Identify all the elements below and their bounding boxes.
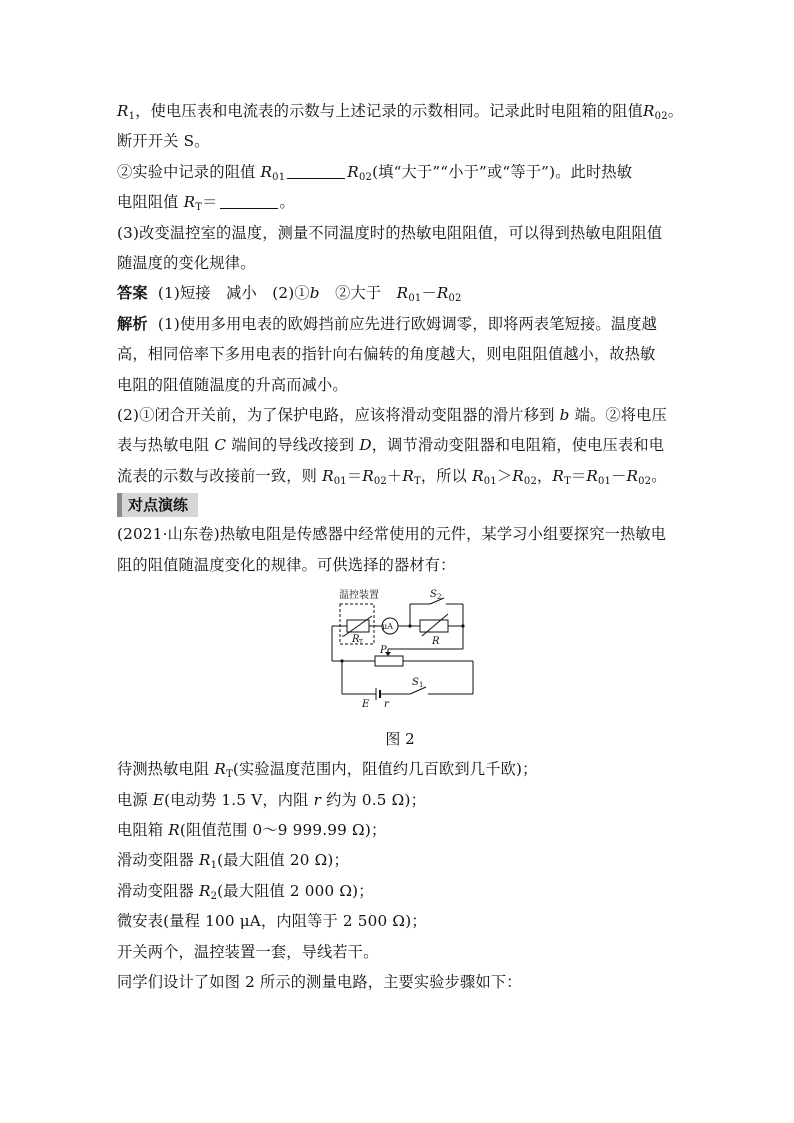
material-line	[117, 906, 683, 936]
text: 约为 0.5 Ω)；	[326, 790, 426, 809]
text: 阻的阻值随温度变化的规律。可供选择的器材有：	[117, 555, 456, 574]
sub: T	[564, 475, 571, 487]
text: 电阻的阻值随温度的升高而减小。	[117, 375, 348, 394]
switch-s1	[410, 687, 426, 694]
text: 随温度的变化规律。	[117, 254, 256, 273]
text: ，所以	[420, 466, 468, 485]
text: ＝	[346, 466, 363, 485]
text-line	[117, 430, 683, 460]
text: ＋	[387, 466, 403, 485]
text-line	[117, 218, 683, 248]
text: 同学们设计了如图 2 所示的测量电路，主要实验步骤如下：	[117, 972, 522, 991]
text: R	[168, 820, 180, 839]
text-line	[117, 248, 683, 278]
section-title: 对点演练	[117, 493, 198, 517]
text-line	[117, 187, 683, 217]
var-r: R	[396, 284, 409, 303]
text: (1)短接 减小 (2)①	[157, 284, 310, 303]
var-r: R	[586, 466, 598, 485]
rheostat	[375, 656, 403, 666]
sub: 1	[128, 111, 136, 122]
text: ②大于	[319, 284, 397, 303]
text: 电阻箱	[117, 820, 164, 839]
var-r: R	[198, 881, 211, 900]
text: E	[152, 790, 165, 809]
r-small-label: r	[384, 699, 389, 711]
text: (阻值范围 0～9 999.99 Ω)；	[179, 820, 387, 839]
var-r: R	[362, 466, 374, 485]
var-r: R	[552, 466, 565, 485]
text: 电源	[117, 790, 148, 809]
answer-blank	[287, 164, 345, 179]
text-line	[117, 461, 683, 491]
e-label: E	[362, 699, 370, 711]
text: 电阻阻值	[117, 193, 179, 212]
text: (实验温度范围内，阻值约几百欧到几千欧)；	[232, 760, 538, 779]
s2-label: S	[430, 589, 437, 601]
sub: 02	[523, 475, 538, 487]
text: 表与热敏电阻	[117, 436, 210, 455]
text-line	[117, 157, 683, 187]
material-line	[117, 845, 683, 875]
figure-caption: 图 2	[385, 730, 415, 749]
text: (最大阻值 20 Ω)；	[217, 851, 349, 870]
text: (2021·山东卷)热敏电阻是传感器中经常使用的元件，某学习小组要探究一热敏电	[117, 525, 667, 544]
circuit-figure	[117, 586, 683, 726]
text: C	[214, 436, 227, 455]
answer-line	[117, 278, 683, 308]
sub: 1	[210, 860, 218, 872]
box-label: 温控装置	[339, 590, 379, 602]
material-line	[117, 815, 683, 845]
var-r: R	[402, 466, 415, 485]
text: ，	[537, 466, 553, 485]
s1-sub: 1	[419, 681, 424, 690]
material-line	[117, 876, 683, 906]
text: 。	[279, 193, 295, 212]
text: (最大阻值 2 000 Ω)；	[217, 881, 374, 900]
sub: 2	[210, 890, 218, 902]
s2-sub: 2	[437, 593, 442, 602]
text: ＞	[496, 466, 513, 485]
text: 滑动变阻器	[117, 881, 194, 900]
text: 端间的导线改接到	[231, 436, 355, 455]
sub: 01	[408, 293, 422, 305]
sub: 01	[272, 171, 286, 183]
analysis-line	[117, 309, 683, 339]
circuit-diagram	[328, 586, 478, 722]
text: (1)使用多用电表的欧姆挡前应先进行欧姆调零，即将两表笔短接。温度越	[157, 314, 657, 333]
sub: T	[226, 769, 233, 781]
material-line	[117, 967, 683, 997]
text: 待测热敏电阻	[117, 760, 210, 779]
sub: 01	[597, 475, 612, 487]
text: ②实验中记录的阻值	[117, 162, 256, 181]
sub: 02	[448, 293, 462, 305]
var-r: R	[117, 102, 129, 120]
text: 。	[667, 102, 684, 120]
var-r: R	[643, 102, 655, 120]
sub: 02	[373, 475, 387, 487]
var-r: R	[322, 466, 334, 485]
material-line	[117, 785, 683, 815]
text: ＝	[570, 466, 587, 485]
sub: 02	[638, 475, 652, 487]
var-r: R	[472, 466, 484, 485]
rt-sub: T	[359, 639, 364, 647]
sub: T	[414, 475, 421, 487]
text: 。	[651, 466, 667, 485]
var-r: R	[198, 851, 211, 870]
text: －	[611, 466, 627, 485]
problem-line	[117, 550, 683, 580]
sub: T	[195, 202, 203, 214]
text-line	[117, 400, 683, 430]
var-r: R	[183, 193, 196, 212]
text: 断开开关 S。	[117, 132, 210, 151]
text: r	[313, 790, 322, 809]
text: ，使电压表和电流表的示数与上述记录的示数相同。记录此时电阻箱的阻值	[135, 102, 643, 120]
text: 端。②将电压	[574, 406, 667, 425]
text: 高，相同倍率下多用电表的指针向右偏转的角度越大，则电阻阻值越小，故热敏	[117, 345, 656, 364]
s1-label: S	[412, 677, 419, 689]
text-line	[117, 96, 683, 126]
problem-line	[117, 519, 683, 549]
text: 开关两个，温控装置一套，导线若干。	[117, 942, 379, 961]
var-r: R	[347, 162, 359, 181]
document-page	[117, 96, 683, 997]
text: ，调节滑动变阻器和电阻箱，使电压表和电	[371, 436, 665, 455]
text: (填“大于”“小于”或“等于”)。此时热敏	[372, 162, 633, 181]
text-line	[117, 370, 683, 400]
sub: 02	[358, 171, 373, 183]
var-r: R	[436, 284, 449, 303]
material-line	[117, 937, 683, 967]
p-label: P	[380, 645, 387, 657]
var-r: R	[512, 466, 524, 485]
text: 流表的示数与改接前一致，则	[117, 466, 318, 485]
text: b	[309, 284, 320, 303]
var-r: R	[260, 162, 273, 181]
var-r: R	[626, 466, 639, 485]
text-line	[117, 339, 683, 369]
sub: 02	[654, 111, 668, 122]
text: D	[359, 436, 372, 455]
sub: 01	[483, 475, 497, 487]
text: 滑动变阻器	[117, 851, 194, 870]
answer-label: 答案	[117, 284, 148, 303]
meter-label: μA	[382, 622, 393, 632]
text: (电动势 1.5 V，内阻	[164, 790, 309, 809]
text: (2)①闭合开关前，为了保护电路，应该将滑动变阻器的滑片移到	[117, 406, 555, 425]
rt-label: R	[352, 634, 360, 646]
analysis-label: 解析	[117, 314, 148, 333]
text: b	[559, 406, 570, 425]
text: (3)改变温控室的温度，测量不同温度时的热敏电阻阻值，可以得到热敏电阻阻值	[117, 223, 663, 242]
text: 微安表(量程 100 μA，内阻等于 2 500 Ω)；	[117, 912, 427, 931]
text: ＝	[202, 193, 218, 212]
var-r: R	[214, 760, 226, 779]
material-line	[117, 754, 683, 784]
answer-blank	[220, 194, 278, 209]
sub: 01	[333, 475, 347, 487]
text-line	[117, 126, 683, 156]
r-label: R	[432, 636, 440, 648]
text: －	[421, 284, 437, 303]
